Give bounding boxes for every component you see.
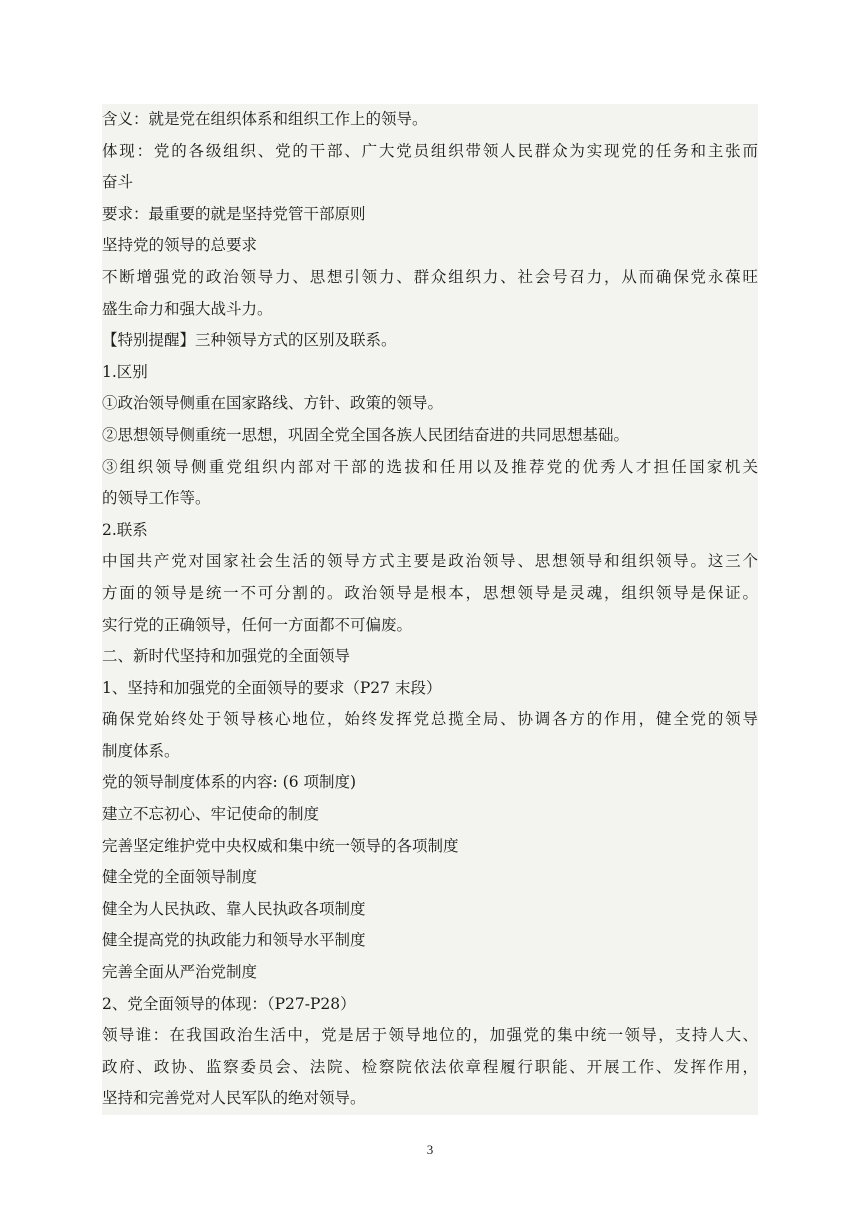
text-line: 党的领导制度体系的内容: (6 项制度) (102, 773, 357, 792)
text-line: 2.联系 (102, 520, 148, 539)
text-line: 政府、政协、监察委员会、法院、检察院依法依章程履行职能、开展工作、发挥作用， (102, 1057, 758, 1076)
text-line: 完善坚定维护党中央权威和集中统一领导的各项制度 (102, 836, 459, 855)
text-line: 盛生命力和强大战斗力。 (102, 299, 273, 318)
text-line: 实行党的正确领导，任何一方面都不可偏废。 (102, 615, 413, 634)
text-line: 要求：最重要的就是坚持党管干部原则 (102, 204, 366, 223)
text-line: 健全提高党的执政能力和领导水平制度 (102, 931, 366, 950)
document-text-block (102, 104, 758, 1115)
text-line: 制度体系。 (102, 741, 180, 760)
text-line: 不断增强党的政治领导力、思想引领力、群众组织力、社会号召力，从而确保党永葆旺 (102, 267, 758, 286)
text-line: 健全为人民执政、靠人民执政各项制度 (102, 899, 366, 918)
text-line: 体现：党的各级组织、党的干部、广大党员组织带领人民群众为实现党的任务和主张而 (102, 141, 758, 160)
text-line: 确保党始终处于领导核心地位，始终发挥党总揽全局、协调各方的作用，健全党的领导 (102, 710, 758, 729)
text-line: 完善全面从严治党制度 (102, 963, 258, 982)
text-line: 【特别提醒】三种领导方式的区别及联系。 (102, 331, 397, 350)
page-number: 3 (426, 1142, 434, 1157)
text-line: 健全党的全面领导制度 (102, 868, 258, 887)
text-line: 2、党全面领导的体现：（P27-P28） (102, 994, 356, 1013)
text-line: 的领导工作等。 (102, 489, 211, 508)
text-line: 坚持和完善党对人民军队的绝对领导。 (102, 1089, 366, 1108)
text-line: 1.区别 (102, 362, 148, 381)
text-line: 领导谁：在我国政治生活中，党是居于领导地位的，加强党的集中统一领导，支持人大、 (102, 1026, 758, 1045)
text-line: ①政治领导侧重在国家路线、方针、政策的领导。 (102, 394, 444, 413)
text-line: 二、新时代坚持和加强党的全面领导 (102, 647, 351, 666)
text-line: 1、坚持和加强党的全面领导的要求（P27 末段） (102, 678, 442, 697)
text-line: 中国共产党对国家社会生活的领导方式主要是政治领导、思想领导和组织领导。这三个 (102, 552, 758, 571)
text-line: ②思想领导侧重统一思想，巩固全党全国各族人民团结奋进的共同思想基础。 (102, 425, 630, 444)
text-line: 坚持党的领导的总要求 (102, 236, 258, 255)
text-line: 方面的领导是统一不可分割的。政治领导是根本，思想领导是灵魂，组织领导是保证。 (102, 583, 758, 602)
text-line: ③组织领导侧重党组织内部对干部的选拔和任用以及推荐党的优秀人才担任国家机关 (102, 457, 758, 476)
text-line: 含义：就是党在组织体系和组织工作上的领导。 (102, 110, 428, 128)
text-line: 建立不忘初心、牢记使命的制度 (102, 805, 320, 824)
text-line: 奋斗 (102, 173, 134, 192)
